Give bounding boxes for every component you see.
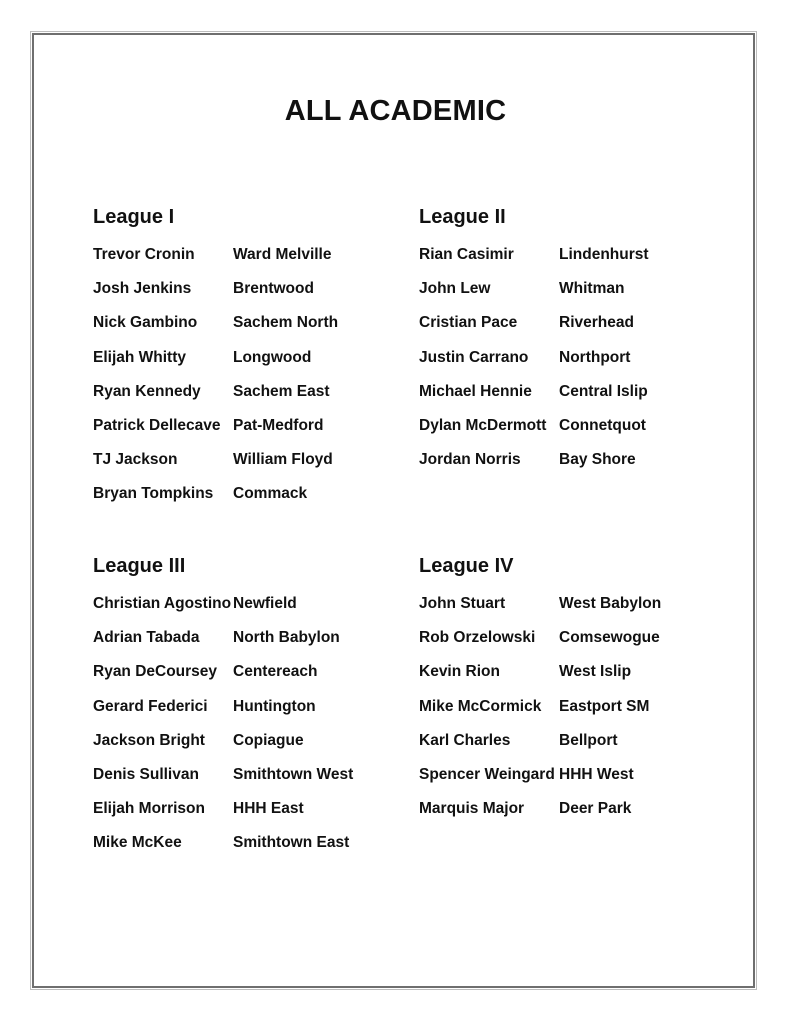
player-row: [419, 375, 739, 409]
player-row: [93, 621, 393, 655]
player-name: Christian Agostino: [93, 595, 232, 612]
player-name: Elijah Whitty: [93, 348, 186, 366]
player-school: Eastport SM: [559, 697, 650, 715]
player-name: Nick Gambino: [93, 314, 198, 332]
player-row: [419, 792, 739, 826]
player-school: Commack: [233, 485, 308, 503]
player-row: [419, 341, 739, 375]
player-school: Riverhead: [559, 314, 634, 332]
player-name: Ryan DeCoursey: [93, 663, 218, 681]
player-name: Elijah Morrison: [93, 800, 205, 818]
player-school: Connetquot: [559, 416, 646, 434]
league-iv-section: [419, 549, 739, 826]
player-name: Trevor Cronin: [93, 246, 195, 263]
player-school: Sachem East: [233, 382, 330, 400]
player-school: Bellport: [559, 731, 618, 749]
player-school: West Islip: [559, 663, 632, 681]
player-school: West Babylon: [559, 595, 662, 612]
player-name: Mike McKee: [93, 834, 182, 852]
player-school: Newfield: [233, 595, 297, 612]
player-row: [419, 272, 739, 306]
league-heading: League II: [419, 206, 506, 228]
league-iii-section: [93, 549, 393, 861]
league-roster: [419, 238, 739, 477]
player-name: TJ Jackson: [93, 451, 178, 469]
player-name: John Stuart: [419, 595, 506, 612]
player-row: [93, 477, 393, 511]
player-school: Ward Melville: [233, 246, 332, 263]
player-name: Bryan Tompkins: [93, 485, 214, 503]
player-row: [93, 758, 393, 792]
page-title: ALL ACADEMIC: [284, 95, 507, 127]
league-roster: [419, 587, 739, 826]
player-row: [93, 341, 393, 375]
player-row: [93, 375, 393, 409]
player-name: Justin Carrano: [419, 348, 529, 366]
player-name: Rian Casimir: [419, 246, 514, 263]
player-name: Rob Orzelowski: [419, 629, 536, 647]
player-row: [419, 238, 739, 272]
player-school: HHH East: [233, 800, 304, 818]
league-roster: [93, 238, 393, 512]
player-row: [93, 792, 393, 826]
player-name: Dylan McDermott: [419, 416, 547, 434]
league-roster: [93, 587, 393, 861]
player-name: Michael Hennie: [419, 382, 532, 400]
player-name: Spencer Weingard: [419, 765, 555, 783]
player-row: [419, 724, 739, 758]
player-row: [93, 306, 393, 340]
player-name: Patrick Dellecave: [93, 416, 221, 434]
player-name: Jordan Norris: [419, 451, 521, 469]
player-name: Denis Sullivan: [93, 765, 199, 783]
player-name: Josh Jenkins: [93, 280, 192, 298]
player-school: Central Islip: [559, 382, 648, 400]
player-row: [93, 443, 393, 477]
player-school: Pat-Medford: [233, 416, 324, 434]
player-school: Northport: [559, 348, 631, 366]
player-name: Adrian Tabada: [93, 629, 200, 647]
player-school: Comsewogue: [559, 629, 660, 647]
league-ii-section: [419, 200, 739, 477]
player-school: Smithtown East: [233, 834, 350, 852]
player-row: [93, 238, 393, 272]
player-name: Kevin Rion: [419, 663, 500, 681]
player-row: [419, 306, 739, 340]
player-row: [419, 690, 739, 724]
player-school: Sachem North: [233, 314, 339, 332]
player-row: [93, 690, 393, 724]
player-row: [419, 443, 739, 477]
league-heading: League III: [93, 555, 186, 577]
player-row: [419, 655, 739, 689]
player-school: Brentwood: [233, 280, 314, 298]
player-name: Ryan Kennedy: [93, 382, 201, 400]
player-school: North Babylon: [233, 629, 340, 647]
player-row: [93, 655, 393, 689]
player-row: [93, 409, 393, 443]
league-heading: League I: [93, 206, 175, 228]
player-school: Centereach: [233, 663, 318, 681]
player-name: Gerard Federici: [93, 697, 208, 715]
player-name: Cristian Pace: [419, 314, 518, 332]
player-name: Mike McCormick: [419, 697, 542, 715]
league-i-section: [93, 200, 393, 512]
player-name: John Lew: [419, 280, 491, 298]
player-row: [93, 826, 393, 860]
player-school: Whitman: [559, 280, 625, 298]
player-row: [93, 272, 393, 306]
player-school: Lindenhurst: [559, 246, 649, 263]
player-name: Jackson Bright: [93, 731, 205, 749]
player-row: [419, 409, 739, 443]
player-school: Bay Shore: [559, 451, 636, 469]
player-school: Deer Park: [559, 800, 632, 818]
player-school: HHH West: [559, 765, 634, 783]
player-row: [419, 587, 739, 621]
player-school: William Floyd: [233, 451, 333, 469]
player-name: Karl Charles: [419, 731, 511, 749]
player-school: Huntington: [233, 697, 316, 715]
player-row: [419, 621, 739, 655]
player-row: [93, 724, 393, 758]
player-school: Copiague: [233, 731, 304, 749]
player-row: [419, 758, 739, 792]
player-name: Marquis Major: [419, 800, 525, 818]
player-row: [93, 587, 393, 621]
league-heading: League IV: [419, 555, 514, 577]
player-school: Longwood: [233, 348, 312, 366]
player-school: Smithtown West: [233, 765, 354, 783]
